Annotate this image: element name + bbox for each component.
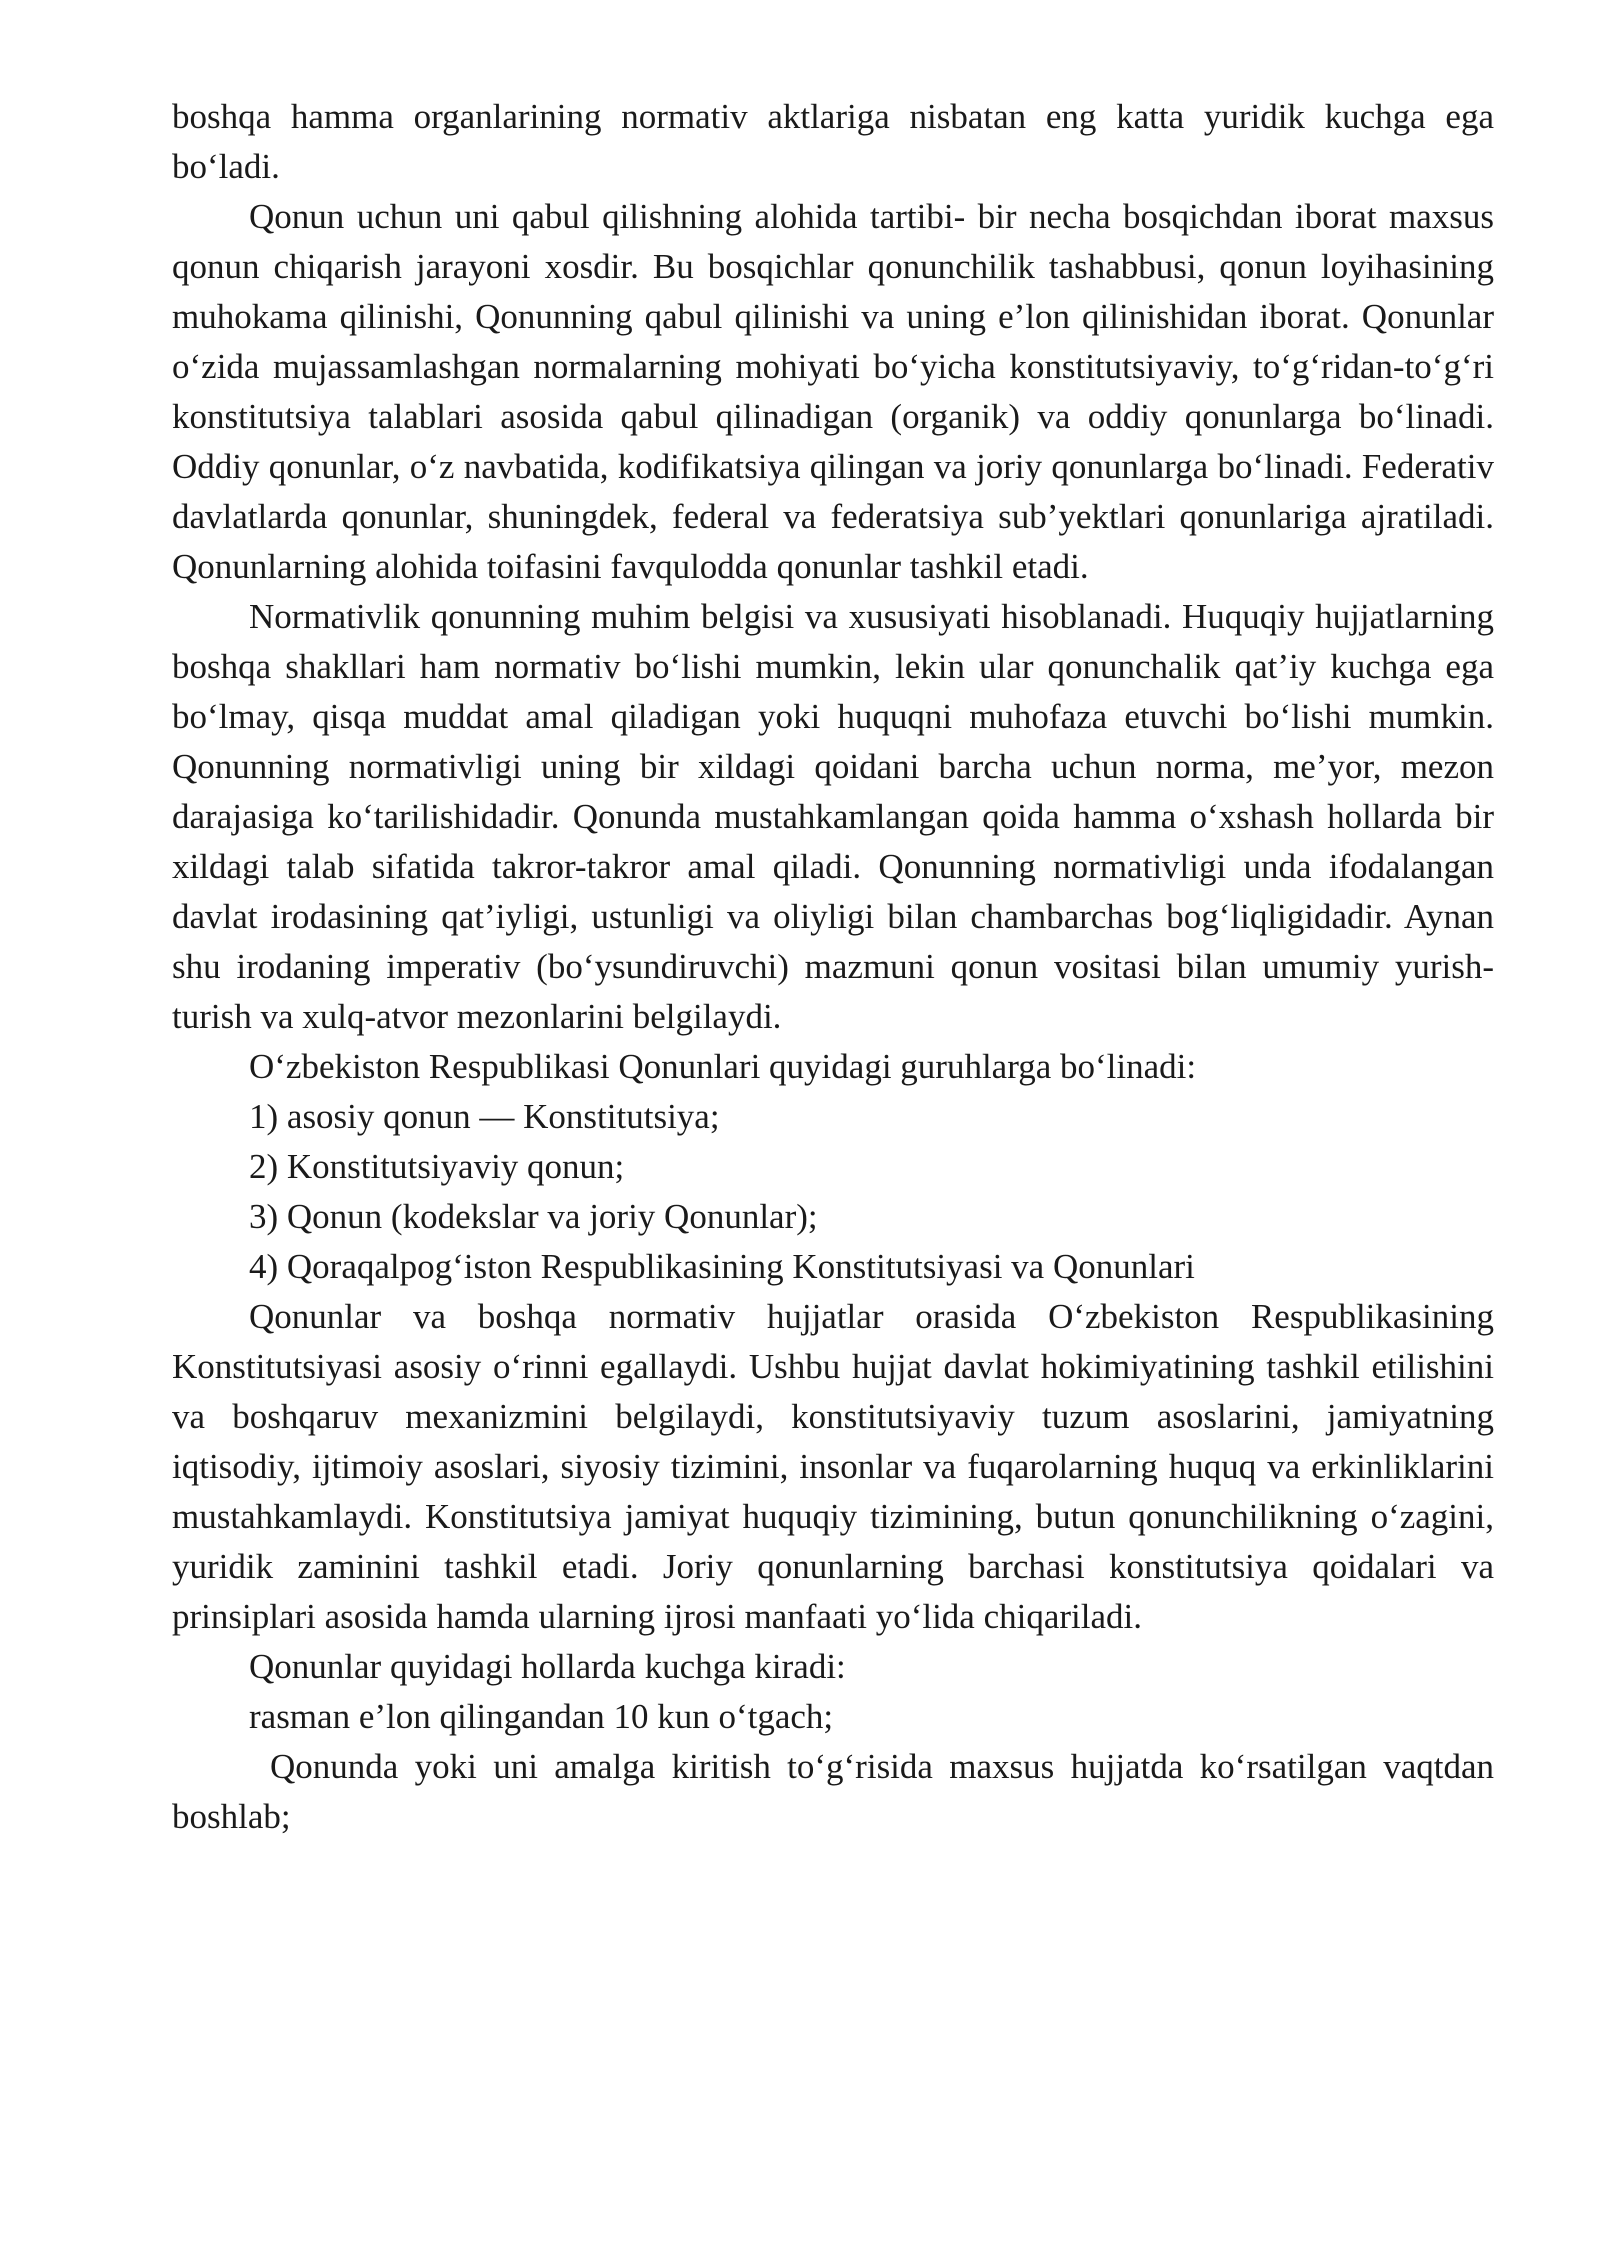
paragraph-constitution: Qonunlar va boshqa normativ hujjatlar orasida Oʻzbekiston Respublikasining Konstitutsiyasi asosiy oʻrinni egallaydi. Ushbu hujjat davlat hokimiyatining tashkil etilishini va boshqaruv mexanizmini belgilaydi, konstitutsiyaviy tuzum asoslarini, jamiyatning iqtisodiy, ijtimoiy asoslari, siyosiy tizimini, insonlar va fuqarolarning huquq va erkinliklarini mustahkamlaydi. Konstitutsiya jamiyat huquqiy tizimining, butun qonunchilikning oʻzagini, yuridik zaminini tashkil etadi. Joriy qonunlarning barchasi konstitutsiya qoidalari va prinsiplari asosida hamda ularning ijrosi manfaati yoʻlida chiqariladi. [172,1297,1494,1636]
list-item: 1) asosiy qonun — Konstitutsiya; [249,1097,720,1136]
paragraph-law-groups-intro: Oʻzbekiston Respublikasi Qonunlari quyidagi guruhlarga boʻlinadi: [249,1047,1197,1086]
paragraph-entry-into-force: Qonunlar quyidagi hollarda kuchga kiradi: [249,1647,846,1686]
paragraph-normativity: Normativlik qonunning muhim belgisi va xususiyati hisoblanadi. Huquqiy hujjatlarning boshqa shakllari ham normativ boʻlishi mumkin, lekin ular qonunchalik qat’iy kuchga ega boʻlmay, qisqa muddat amal qiladigan yoki huquqni muhofaza etuvchi boʻlishi mumkin. Qonunning normativligi uning bir xildagi qoidani barcha uchun norma, me’yor, mezon darajasiga koʻtarilishidadir. Qonunda mustahkamlangan qoida hamma oʻxshash hollarda bir xildagi talab sifatida takror-takror amal qiladi. Qonunning normativligi unda ifodalangan davlat irodasining qat’iyligi, ustunligi va oliyligi bilan chambarchas bogʻliqligidadir. Aynan shu irodaning imperativ (boʻysundiruvchi) mazmuni qonun vositasi bilan umumiy yurish-turish va xulq-atvor mezonlarini belgilaydi. [172,597,1494,1036]
list-item: 3) Qonun (kodekslar va joriy Qonunlar); [249,1197,818,1236]
document-page [172,92,1494,1842]
paragraph-special-document: Qonunda yoki uni amalga kiritish toʻgʻrisida maxsus hujjatda koʻrsatilgan vaqtdan boshlab; [172,1747,1494,1836]
paragraph-ten-days: rasman e’lon qilingandan 10 kun oʻtgach; [249,1697,834,1736]
list-item: 4) Qoraqalpogʻiston Respublikasining Konstitutsiyasi va Qonunlari [249,1247,1195,1286]
paragraph-law-adoption: Qonun uchun uni qabul qilishning alohida tartibi- bir necha bosqichdan iborat maxsus qonun chiqarish jarayoni xosdir. Bu bosqichlar qonunchilik tashabbusi, qonun loyihasining muhokama qilinishi, Qonunning qabul qilinishi va uning e’lon qilinishidan iborat. Qonunlar oʻzida mujassamlashgan normalarning mohiyati boʻyicha konstitutsiyaviy, toʻgʻridan-toʻgʻri konstitutsiya talablari asosida qabul qilinadigan (organik) va oddiy qonunlarga boʻlinadi. Oddiy qonunlar, oʻz navbatida, kodifikatsiya qilingan va joriy qonunlarga boʻlinadi. Federativ davlatlarda qonunlar, shuningdek, federal va federatsiya sub’yektlari qonunlariga ajratiladi. Qonunlarning alohida toifasini favqulodda qonunlar tashkil etadi. [172,197,1494,586]
list-item: 2) Konstitutsiyaviy qonun; [249,1147,625,1186]
paragraph-continuation: boshqa hamma organlarining normativ aktlariga nisbatan eng katta yuridik kuchga ega boʻladi. [172,97,1494,186]
